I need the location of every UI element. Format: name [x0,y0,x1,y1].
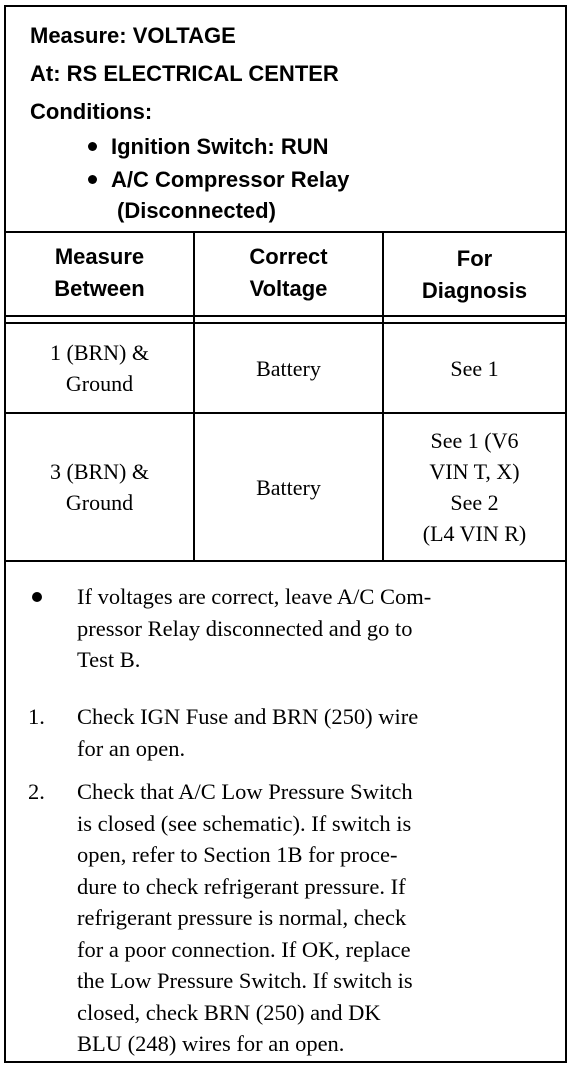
measurement-header [6,7,565,231]
measure-title: Measure: VOLTAGE [30,23,236,48]
table-row-1-voltage: Battery [256,355,321,381]
header-rule-1 [6,315,565,317]
diagnostic-card: Measure: VOLTAGE At: RS ELECTRICAL CENTER Conditions: Ignition Switch: RUN A/C Compressor Relay (Disconnected) Measure Between Correct Voltage For Diagnosis 1 (BRN) & Ground Battery See 1 3 (BRN) & Ground Battery See 1 (V6 VIN T, X) See 2 (L4 VIN R) If voltages are correct, leave A/C Com- pressor Relay disconnected and go to Test B. 1. Check IGN Fuse and BRN (250) wire for an open. 2. Check that A/C Low Pressure Switch is closed (see schematic). If switch is open, refer to Section 1B for proce- dure to check refrigerant pressure. If refrigerant pressure is normal, check for a poor connection. If OK, replace the Low Pressure Switch. If switch is closed, check BRN (250) and DK BLU (248) wires for an open. [4,5,567,1063]
column-header-correct-voltage: Correct Voltage [249,244,328,301]
table-top-rule [6,231,565,233]
table-row-1-between: 1 (BRN) & Ground [50,340,149,396]
condition-item: A/C Compressor Relay [88,167,349,193]
condition-item: Ignition Switch: RUN [88,134,329,160]
table-row-1-diagnosis: See 1 [450,355,499,381]
note-number: 1. [28,704,45,729]
conditions-label: Conditions: [30,99,153,124]
condition-sub: (Disconnected) [117,198,276,223]
location-line: At: RS ELECTRICAL CENTER [30,61,339,86]
bullet-icon [88,142,97,151]
column-header-for-diagnosis: For Diagnosis [421,246,528,303]
note-number: 2. [28,779,45,804]
table-row-2-diagnosis: See 1 (V6 VIN T, X) See 2 (L4 VIN R) [422,428,527,546]
table-bottom-rule [6,560,565,562]
column-header-measure-between: Measure Between [54,244,145,301]
table-row-2-voltage: Battery [256,474,321,500]
bullet-icon [88,175,97,184]
table-row-2-between: 3 (BRN) & Ground [50,459,149,515]
bullet-icon [32,592,42,602]
